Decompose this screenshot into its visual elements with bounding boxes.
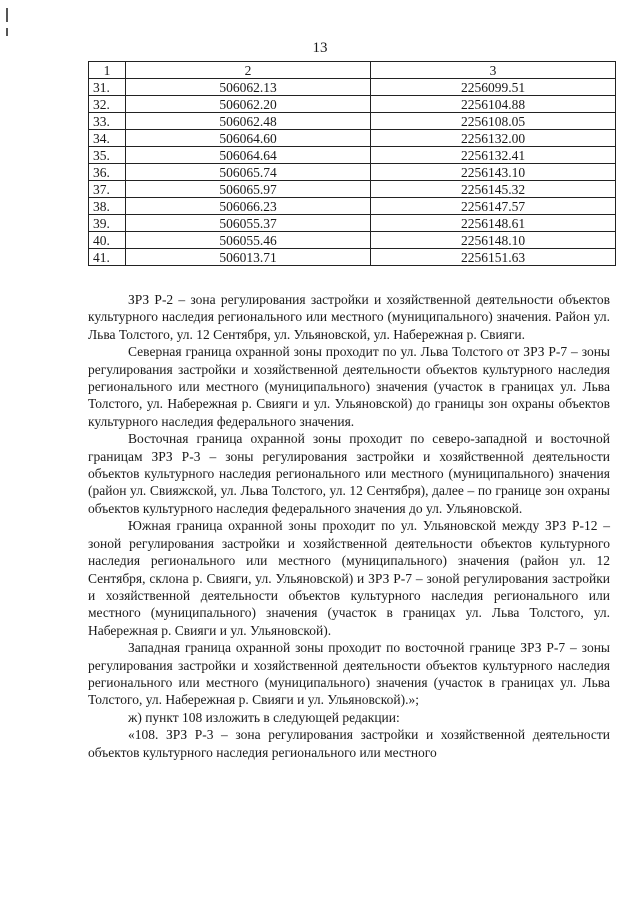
y-coordinate-cell: 2256145.32 xyxy=(371,181,616,198)
point-number-cell: 40. xyxy=(89,232,126,249)
margin-mark xyxy=(6,28,8,36)
point-number-cell: 32. xyxy=(89,96,126,113)
paragraph: ЗРЗ Р-2 – зона регулирования застройки и хозяйственной деятельности объектов культурного наследия регионального или местного (муниципального) значения. Район ул. Льва Толстого, ул. 12 Сентября, ул. Ульяновской, ул. Набережная р. Свияги. xyxy=(88,292,610,342)
document-body xyxy=(88,291,610,761)
table-row xyxy=(89,113,616,130)
column-header: 1 xyxy=(89,62,126,79)
column-header: 2 xyxy=(126,62,371,79)
y-coordinate-cell: 2256132.41 xyxy=(371,147,616,164)
table-row xyxy=(89,215,616,232)
x-coordinate-cell: 506066.23 xyxy=(126,198,371,215)
margin-mark xyxy=(6,8,8,22)
x-coordinate-cell: 506065.74 xyxy=(126,164,371,181)
x-coordinate-cell: 506062.48 xyxy=(126,113,371,130)
paragraph: Северная граница охранной зоны проходит по ул. Льва Толстого от ЗРЗ Р-7 – зоны регулирования застройки и хозяйственной деятельности объектов культурного наследия регионального или местного (муниципального) значения (участок в границах ул. Льва Толстого, ул. Набережная р. Свияги и ул. Ульяновской) до границы зон охраны объектов культурного наследия федерального значения. xyxy=(88,344,610,429)
y-coordinate-cell: 2256099.51 xyxy=(371,79,616,96)
point-number-cell: 34. xyxy=(89,130,126,147)
table-row xyxy=(89,198,616,215)
x-coordinate-cell: 506055.37 xyxy=(126,215,371,232)
table-row xyxy=(89,181,616,198)
point-number-cell: 33. xyxy=(89,113,126,130)
x-coordinate-cell: 506062.20 xyxy=(126,96,371,113)
table-row xyxy=(89,96,616,113)
y-coordinate-cell: 2256147.57 xyxy=(371,198,616,215)
paragraph: Южная граница охранной зоны проходит по ул. Ульяновской между ЗРЗ Р-12 – зоной регулирования застройки и хозяйственной деятельности объектов культурного наследия регионального или местного (муниципального) значения (район ул. 12 Сентября, склона р. Свияги, ул. Ульяновской) и ЗРЗ Р-7 – зоной регулирования застройки и хозяйственной деятельности объектов культурного наследия регионального или местного (муниципального) значения (участок в границах ул. Льва Толстого, ул. Набережная р. Свияги и ул. Ульяновской). xyxy=(88,518,610,638)
table-row xyxy=(89,79,616,96)
table-row xyxy=(89,147,616,164)
point-number-cell: 37. xyxy=(89,181,126,198)
y-coordinate-cell: 2256104.88 xyxy=(371,96,616,113)
point-number-cell: 31. xyxy=(89,79,126,96)
y-coordinate-cell: 2256143.10 xyxy=(371,164,616,181)
point-number-cell: 39. xyxy=(89,215,126,232)
y-coordinate-cell: 2256132.00 xyxy=(371,130,616,147)
column-header: 3 xyxy=(371,62,616,79)
page-number: 13 xyxy=(312,40,328,56)
x-coordinate-cell: 506062.13 xyxy=(126,79,371,96)
paragraph: Восточная граница охранной зоны проходит по северо-западной и восточной границам ЗРЗ Р-3 – зоны регулирования застройки и хозяйственной деятельности объектов культурного наследия регионального или местного (муниципального) значения (район ул. Свияжской, ул. Льва Толстого, ул. 12 Сентября), далее – по границе зон охраны объектов культурного наследия федерального значения до ул. Ульяновской. xyxy=(88,431,610,516)
y-coordinate-cell: 2256151.63 xyxy=(371,249,616,266)
table-row xyxy=(89,249,616,266)
y-coordinate-cell: 2256108.05 xyxy=(371,113,616,130)
paragraph: «108. ЗРЗ Р-3 – зона регулирования застройки и хозяйственной деятельности объектов культурного наследия регионального или местного xyxy=(88,727,610,760)
x-coordinate-cell: 506065.97 xyxy=(126,181,371,198)
y-coordinate-cell: 2256148.61 xyxy=(371,215,616,232)
paragraph: ж) пункт 108 изложить в следующей редакции: xyxy=(128,709,400,725)
x-coordinate-cell: 506055.46 xyxy=(126,232,371,249)
point-number-cell: 36. xyxy=(89,164,126,181)
point-number-cell: 41. xyxy=(89,249,126,266)
x-coordinate-cell: 506064.64 xyxy=(126,147,371,164)
table-header-row xyxy=(89,62,616,79)
table-row xyxy=(89,130,616,147)
table-row xyxy=(89,164,616,181)
x-coordinate-cell: 506013.71 xyxy=(126,249,371,266)
x-coordinate-cell: 506064.60 xyxy=(126,130,371,147)
point-number-cell: 38. xyxy=(89,198,126,215)
table-row xyxy=(89,232,616,249)
coordinates-table xyxy=(88,61,616,266)
paragraph: Западная граница охранной зоны проходит по восточной границе ЗРЗ Р-7 – зоны регулирования застройки и хозяйственной деятельности объектов культурного наследия регионального или местного (муниципального) значения (участок в границах ул. Льва Толстого, ул. Набережная р. Свияги и ул. Ульяновской).»; xyxy=(88,640,610,708)
y-coordinate-cell: 2256148.10 xyxy=(371,232,616,249)
point-number-cell: 35. xyxy=(89,147,126,164)
